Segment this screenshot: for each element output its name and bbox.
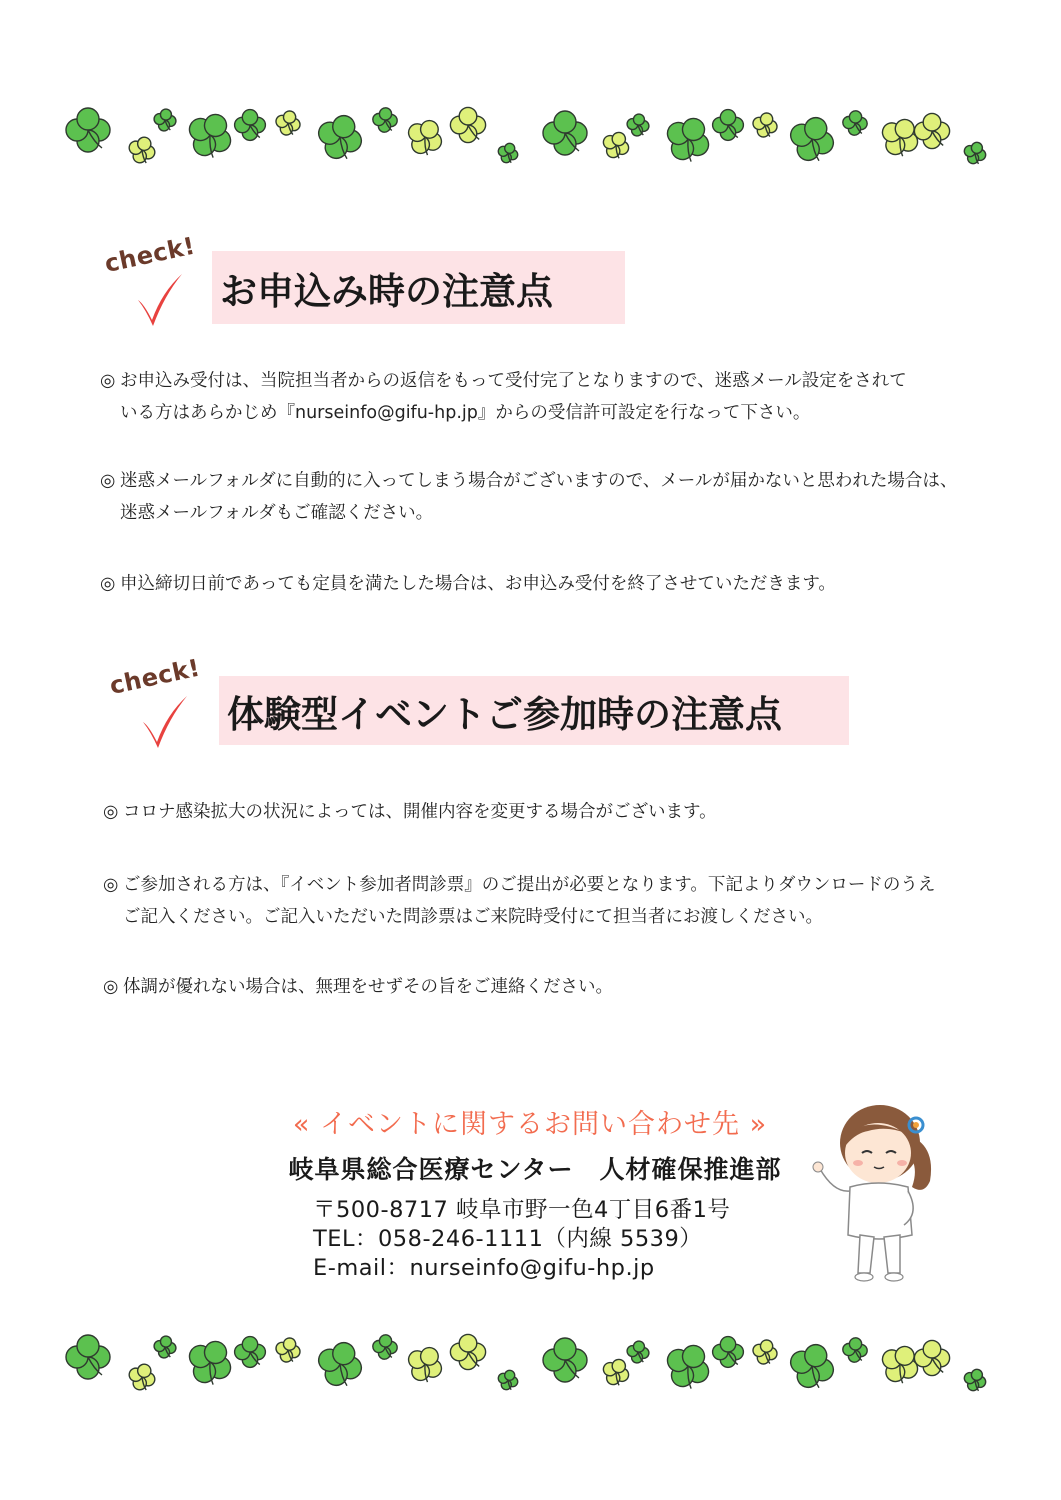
clover-icon: [450, 107, 485, 142]
clover-icon: [312, 109, 368, 165]
nurse-illustration: [808, 1095, 948, 1285]
clover-icon: [152, 1334, 177, 1359]
clover-decoration: [60, 1322, 1000, 1412]
clover-icon: [152, 107, 177, 132]
note-line: ご記入ください。ご記入いただいた問診票はご来院時受付にて担当者にお渡しください。: [123, 907, 823, 927]
clover-icon: [713, 110, 744, 141]
clover-icon: [495, 1367, 521, 1393]
clover-icon: [658, 109, 718, 169]
note-line: 迷惑メールフォルダもご確認ください。: [120, 503, 434, 523]
clover-icon: [372, 1334, 398, 1360]
contact-address: 〒500-8717 岐阜市野一色4丁目6番1号: [313, 1197, 731, 1223]
contact-details: [313, 1196, 730, 1283]
note-line: コロナ感染拡大の状況によっては、開催内容を変更する場合がございます。: [123, 802, 717, 822]
clover-icon: [914, 1340, 949, 1375]
clover-icon: [598, 1354, 633, 1389]
section-heading-event: 体験型イベントご参加時の注意点: [219, 676, 849, 745]
clover-icon: [961, 1366, 989, 1394]
clover-decoration: [60, 95, 1000, 185]
clover-icon: [180, 105, 240, 165]
clover-icon: [543, 111, 587, 155]
clover-icon: [842, 110, 868, 136]
clover-icon: [235, 110, 266, 141]
note-line: いる方はあらかじめ『nurseinfo@gifu-hp.jp』からの受信許可設定を行なって下さい。: [120, 403, 811, 423]
clover-icon: [784, 1338, 840, 1394]
contact-organization: 岐阜県総合医療センター 人材確保推進部: [288, 1155, 782, 1184]
clover-icon: [914, 113, 949, 148]
check-label: check!: [107, 653, 203, 700]
clover-icon: [66, 1335, 110, 1379]
clover-icon: [450, 1334, 485, 1369]
clover-border-top: [60, 95, 1000, 185]
clover-icon: [66, 108, 110, 152]
bullet-icon: ◎: [100, 471, 116, 491]
bullet-icon: ◎: [100, 371, 116, 391]
section-heading-application: お申込み時の注意点: [212, 251, 625, 324]
bullet-icon: ◎: [103, 802, 119, 822]
note-line: ご参加される方は、『イベント参加者問診票』のご提出が必要となります。下記よりダウンロードのうえ: [123, 875, 936, 895]
clover-icon: [750, 110, 780, 140]
note-item: [103, 796, 983, 828]
checkmark-icon: [139, 692, 191, 752]
clover-icon: [495, 140, 521, 166]
clover-icon: [625, 112, 650, 137]
clover-icon: [598, 127, 633, 162]
clover-icon: [125, 1360, 159, 1394]
clover-icon: [401, 1340, 449, 1388]
clover-icon: [180, 1332, 240, 1392]
clover-icon: [401, 113, 449, 161]
clover-icon: [961, 139, 989, 167]
clover-icon: [312, 1336, 368, 1392]
note-item: [100, 465, 980, 529]
note-item: [100, 365, 980, 429]
clover-icon: [750, 1337, 780, 1367]
clover-icon: [658, 1336, 718, 1396]
clover-icon: [842, 1337, 868, 1363]
clover-icon: [625, 1339, 650, 1364]
clover-icon: [125, 133, 159, 167]
contact-title: « イベントに関するお問い合わせ先 »: [292, 1109, 768, 1140]
bullet-icon: ◎: [103, 875, 119, 895]
note-item: [100, 568, 980, 600]
check-badge: [107, 653, 213, 752]
note-item: [103, 869, 983, 933]
clover-icon: [273, 1335, 303, 1365]
clover-icon: [784, 111, 840, 167]
contact-email[interactable]: E-mail：nurseinfo@gifu-hp.jp: [313, 1255, 655, 1281]
note-item: [103, 971, 983, 1003]
clover-icon: [235, 1337, 266, 1368]
note-line: 迷惑メールフォルダに自動的に入ってしまう場合がございますので、メールが届かないと思われた場合は、: [120, 471, 958, 491]
note-line: 体調が優れない場合は、無理をせずその旨をご連絡ください。: [123, 977, 613, 997]
check-badge: [102, 231, 208, 330]
note-line: 申込締切日前であっても定員を満たした場合は、お申込み受付を終了させていただきます。: [120, 574, 836, 594]
clover-icon: [543, 1338, 587, 1382]
check-label: check!: [102, 231, 198, 278]
checkmark-icon: [134, 270, 186, 330]
clover-icon: [372, 107, 398, 133]
contact-tel: TEL：058-246-1111（内線 5539）: [313, 1226, 703, 1252]
clover-icon: [713, 1337, 744, 1368]
clover-icon: [273, 108, 303, 138]
clover-border-bottom: [60, 1322, 1000, 1412]
bullet-icon: ◎: [103, 977, 119, 997]
note-line: お申込み受付は、当院担当者からの返信をもって受付完了となりますので、迷惑メール設定をされて: [120, 371, 907, 391]
bullet-icon: ◎: [100, 574, 116, 594]
